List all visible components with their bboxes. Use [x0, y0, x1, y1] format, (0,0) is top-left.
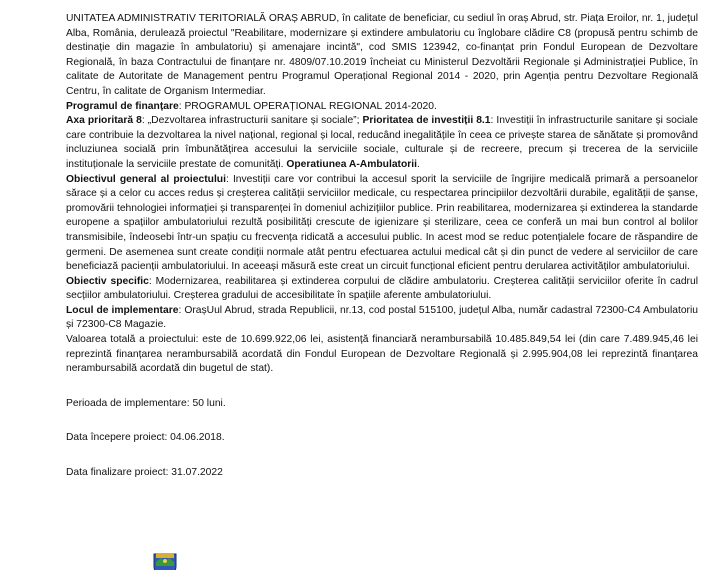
- axis-paragraph: [66, 114, 698, 172]
- spacer: [66, 446, 698, 466]
- period-line: Perioada de implementare: 50 luni.: [66, 397, 226, 409]
- start-date-line: Data începere proiect: 04.06.2018.: [66, 432, 225, 444]
- intro-paragraph: UNITATEA ADMINISTRATIV TERITORIALĂ ORAȘ ABRUD, în calitate de beneficiar, cu sediul în oraș Abrud, str. Piața Eroilor, nr. 1, județul Alba, România, derulează proiectul "Reabilitare, modernizare și extindere ambulatoriu cu înglobare clădire C8 (propusă pentru schimb de destinație din magazie în ambulatoriu) și amenajare incintă", cod SMIS 123942, co-finanțat prin Fondul European de Dezvoltare Regională, în baza Contractului de finanțare nr. 4809/07.10.2019 încheiat cu Ministerul Dezvoltării Regionale și Administrației Publice, în calitate de Autoritate de Management pentru Programul Operațional Regional 2014 - 2020, prin Agenția pentru Dezvoltare Regională Centru, în calitate de Organism Intermediar.: [66, 13, 698, 97]
- specific-objective-paragraph: [66, 275, 698, 304]
- axis-label: Axa prioritară 8: [66, 115, 142, 127]
- location-value: : OrașUul Abrud, strada Republicii, nr.13, cod postal 515100, județul Alba, număr cadastral 72300-C4 Ambulatoriu și 72300-C8 Magazie.: [66, 304, 698, 331]
- priority-value: : Investiții în infrastructurile sanitare și sociale care contribuie la dezvoltarea la nivel național, regional și local, reducând inegalitățile în ceea ce privește starea de sănătate și promovând incluziunea socială prin îmbunătățirea accesului la serviciile sociale, culturale și de recreere, precum și trecerea de la serviciile instituționale la serviciile prestate de comunități.: [66, 115, 698, 170]
- total-value-paragraph: Valoarea totală a proiectului: este de 10.699.922,06 lei, asistență financiară nerambursabilă 10.485.849,54 lei (din care 7.489.945,46 lei reprezintă finanțarea nerambursabilă acordată din Fondul European de Dezvoltare Regională și 2.995.904,08 lei reprezintă finanțarea nerambursabilă acordată din bugetul de stat).: [66, 334, 698, 375]
- priority-label: Prioritatea de investiții 8.1: [362, 115, 491, 127]
- program-paragraph: [66, 100, 698, 115]
- coat-of-arms-icon: [152, 552, 178, 570]
- location-label: Locul de implementare: [66, 304, 179, 316]
- program-value: : PROGRAMUL OPERAȚIONAL REGIONAL 2014-2020.: [178, 100, 437, 112]
- operation-end: .: [417, 158, 420, 170]
- spacer: [66, 411, 698, 431]
- general-objective-value: : Investiții care vor contribui la accesul sporit la serviciile de îngrijire medicală primară a persoanelor sărace și a celor cu acces redus și creșterea calității serviciilor medicale, cu respectarea principiilor dezvoltării durabile, egalității de șanse, promovării tehnologiei informației și transparenței în domeniul achizițiilor publice. Prin reabilitarea, modernizarea și extinderea la standarde europene a spațiilor ambulatoriului rezultă posibilități crescute de igienizare și sterilizare, ceea ce conferă un mai bun control al bolilor transmisibile, îndeosebi într-un spațiu cu frecvența ridicată a accesului public. In acest mod se reduc potențialele focare de răspandire de germeni. De asemenea sunt create condiții normale atât pentru efectuarea actului medical cât și din punct de vedere al serviciilor de care beneficiază pacienții ambulatoriului. In aceeași măsură este creat un circuit funcțional eficient pentru derularea activităților ambulatoriului.: [66, 173, 698, 273]
- general-objective-label: Obiectivul general al proiectului: [66, 173, 226, 185]
- location-paragraph: [66, 304, 698, 333]
- specific-objective-label: Obiectiv specific: [66, 275, 149, 287]
- operation-label: Operatiunea A-Ambulatorii: [286, 158, 417, 170]
- specific-objective-value: : Modernizarea, reabilitarea și extinderea corpului de clădire ambulatoriu. Creșterea calității serviciilor oferite în cadrul secțiilor ambulatoriului. Creșterea gradului de accesibilitate în spațiile aferente ambulatoriului.: [66, 275, 699, 302]
- axis-value: : „Dezvoltarea infrastructurii sanitare și sociale”;: [141, 115, 363, 127]
- general-objective-paragraph: [66, 173, 698, 275]
- spacer: [66, 377, 698, 397]
- program-label: Programul de finanțare: [66, 100, 179, 112]
- end-date-line: Data finalizare proiect: 31.07.2022: [66, 467, 223, 479]
